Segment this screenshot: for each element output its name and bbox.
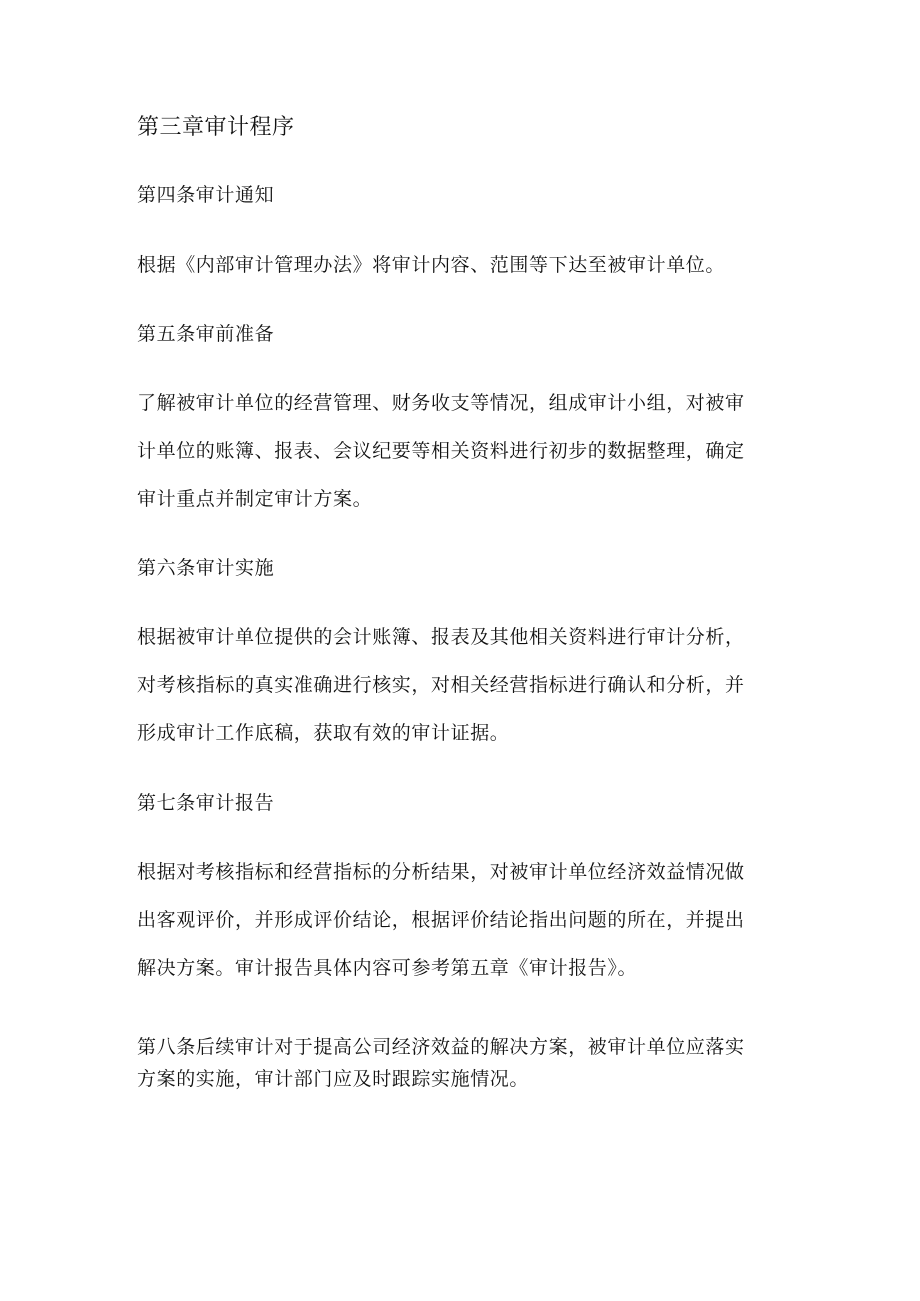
section-7-line-2: 出客观评价，并形成评价结论，根据评价结论指出问题的所在，并提出 bbox=[137, 909, 745, 931]
section-heading-4: 第四条审计通知 bbox=[137, 184, 275, 206]
section-8-line-2: 方案的实施，审计部门应及时跟踪实施情况。 bbox=[137, 1068, 530, 1090]
section-5-line-1: 了解被审计单位的经营管理、财务收支等情况，组成审计小组，对被审 bbox=[137, 392, 745, 414]
section-5-line-2: 计单位的账簿、报表、会议纪要等相关资料进行初步的数据整理，确定 bbox=[137, 440, 745, 462]
section-8-line-1: 第八条后续审计对于提高公司经济效益的解决方案，被审计单位应落实 bbox=[137, 1036, 745, 1058]
section-7-line-3: 解决方案。审计报告具体内容可参考第五章《审计报告》。 bbox=[137, 957, 638, 979]
section-heading-6: 第六条审计实施 bbox=[137, 557, 275, 579]
section-heading-5: 第五条审前准备 bbox=[137, 323, 275, 345]
section-6-line-2: 对考核指标的真实准确进行核实，对相关经营指标进行确认和分析，并 bbox=[137, 674, 745, 696]
section-heading-7: 第七条审计报告 bbox=[137, 792, 275, 814]
section-5-line-3: 审计重点并制定审计方案。 bbox=[137, 488, 373, 510]
chapter-title: 第三章审计程序 bbox=[137, 115, 295, 140]
section-6-line-1: 根据被审计单位提供的会计账簿、报表及其他相关资料进行审计分析， bbox=[137, 626, 745, 648]
section-6-line-3: 形成审计工作底稿，获取有效的审计证据。 bbox=[137, 722, 510, 744]
section-7-line-1: 根据对考核指标和经营指标的分析结果，对被审计单位经济效益情况做 bbox=[137, 861, 745, 883]
section-4-line-1: 根据《内部审计管理办法》将审计内容、范围等下达至被审计单位。 bbox=[137, 254, 726, 276]
